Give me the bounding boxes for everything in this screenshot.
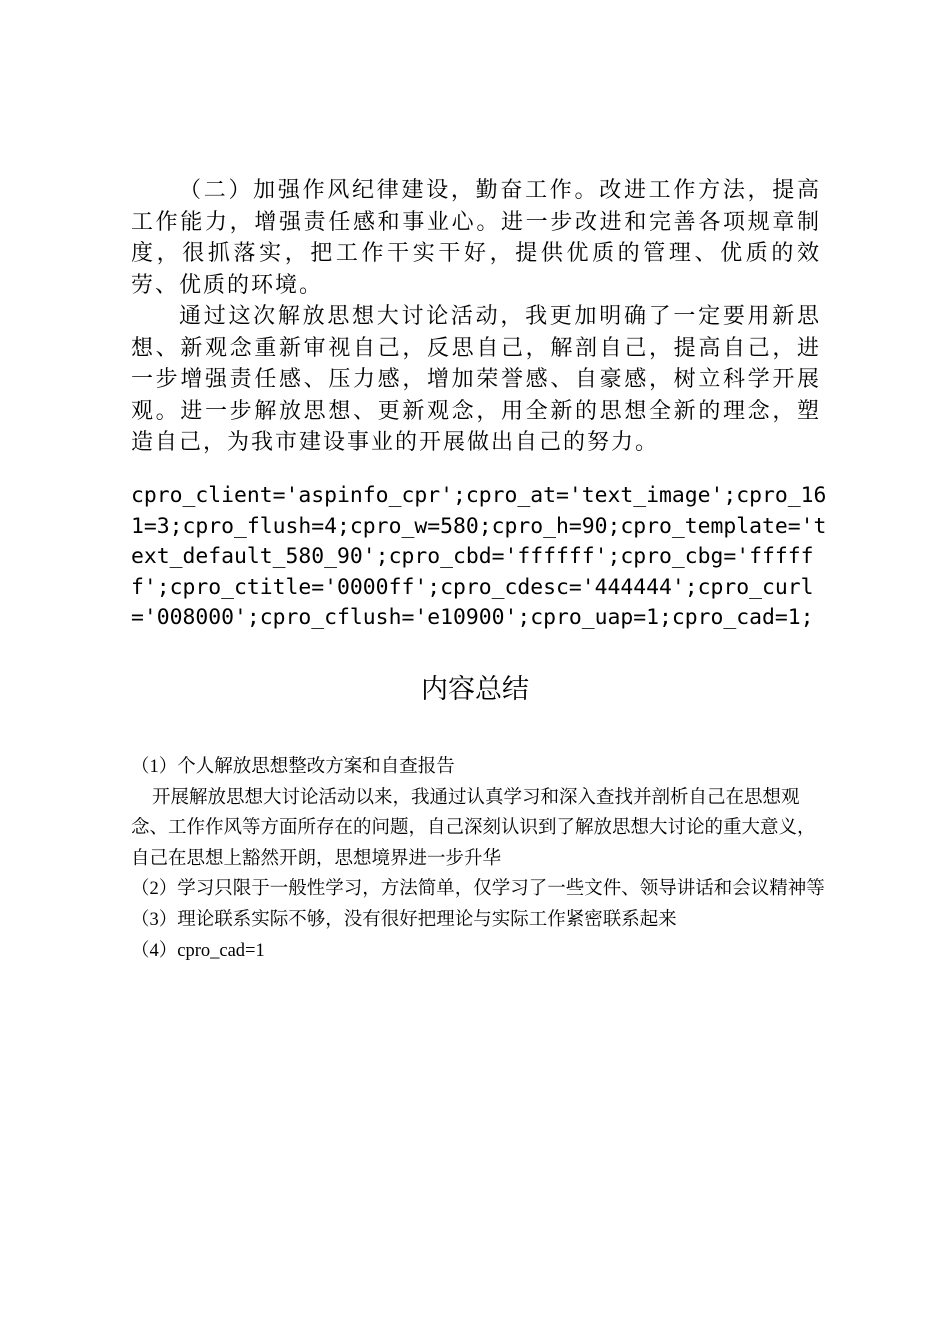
- summary-item-4: （4）cpro_cad=1: [131, 940, 265, 961]
- summary-item-3: （3）理论联系实际不够，没有很好把理论与实际工作紧密联系起来: [131, 909, 677, 930]
- body-paragraph-2: 通过这次解放思想大讨论活动，我更加明确了一定要用新思想、新观念重新审视自己，反思自己，解剖自己，提高自己，进一步增强责任感、压力感，增加荣誉感、自豪感，树立科学开展观。进一步解放思想、更新观念，用全新的思想全新的理念，塑造自己，为我市建设事业的开展做出自己的努力。: [131, 304, 821, 455]
- summary-section: [131, 752, 831, 966]
- body-paragraph-1: （二）加强作风纪律建设，勤奋工作。改进工作方法，提高工作能力，增强责任感和事业心。进一步改进和完善各项规章制度，很抓落实，把工作干实干好，提供优质的管理、优质的效劳、优质的环境。: [131, 178, 821, 298]
- summary-item-2: （2）学习只限于一般性学习，方法简单，仅学习了一些文件、领导讲话和会议精神等: [131, 879, 825, 900]
- summary-title: 内容总结: [421, 674, 529, 705]
- summary-item-1-body: 开展解放思想大讨论活动以来，我通过认真学习和深入查找并剖析自己在思想观念、工作作风等方面所存在的问题，自己深刻认识到了解放思想大讨论的重大意义，自己在思想上豁然开朗，思想境界进一步升华: [131, 787, 816, 869]
- ad-code-snippet: cpro_client='aspinfo_cpr';cpro_at='text_image';cpro_161=3;cpro_flush=4;cpro_w=580;cpro_h=90;cpro_template='text_default_580_90';cpro_cbd='ffffff';cpro_cbg='ffffff';cpro_ctitle='0000ff';cpro_cdesc='444444';cpro_curl='008000';cpro_cflush='e10900';cpro_uap=1;cpro_cad=1;: [131, 483, 827, 630]
- summary-item-1-title: （1）个人解放思想整改方案和自查报告: [131, 757, 455, 777]
